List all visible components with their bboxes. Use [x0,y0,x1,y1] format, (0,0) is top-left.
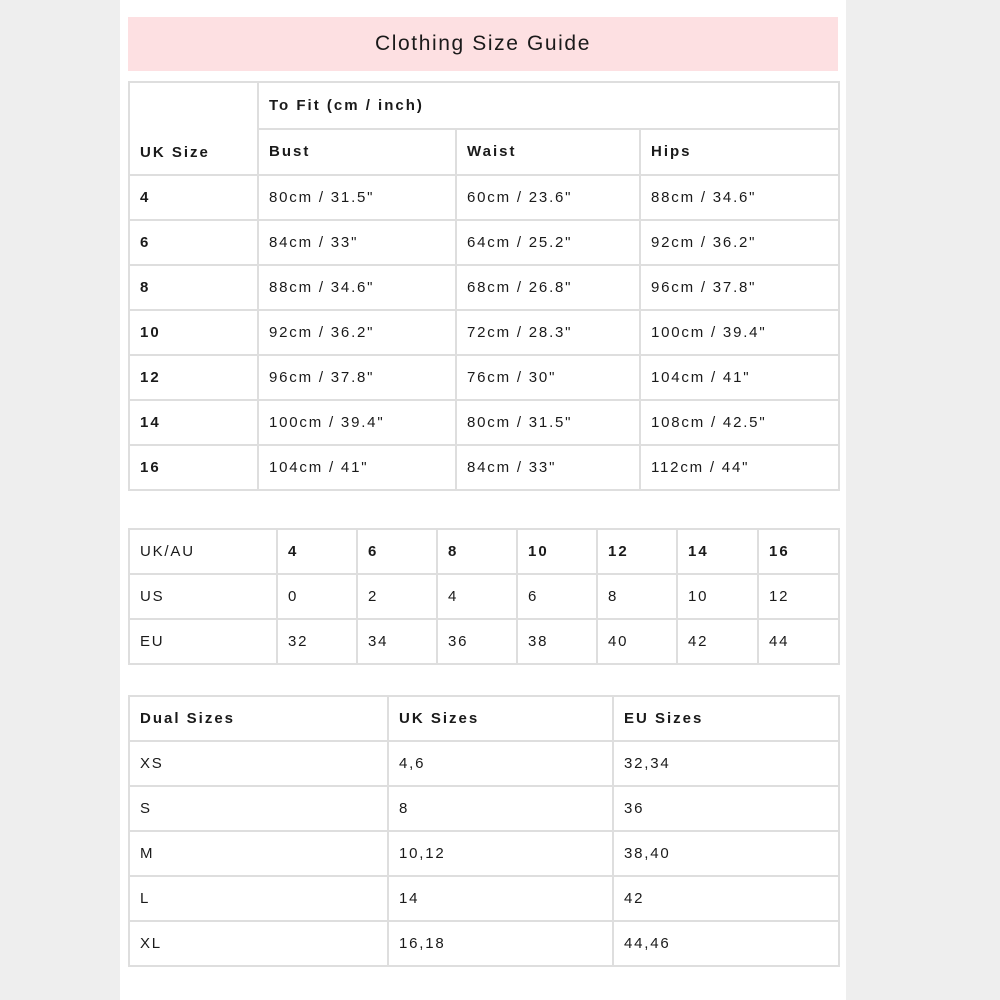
table-row [129,355,839,400]
size-value: 34 [357,619,437,664]
table-row [129,921,839,966]
size-value: 38 [517,619,597,664]
size-value: 4 [437,574,517,619]
dual-size-cell: XS [129,741,388,786]
bust-cell: 104cm / 41" [258,445,456,490]
uk-sizes-header: UK Sizes [388,696,613,741]
table-row [129,265,839,310]
size-value: 12 [597,529,677,574]
uk-size-cell: 16,18 [388,921,613,966]
region-label: UK/AU [129,529,277,574]
page-title: Clothing Size Guide [128,17,838,71]
table-row [129,831,839,876]
size-cell: 12 [129,355,258,400]
size-value: 2 [357,574,437,619]
eu-size-cell: 36 [613,786,839,831]
uk-size-cell: 4,6 [388,741,613,786]
hips-cell: 100cm / 39.4" [640,310,839,355]
table-row [129,529,839,574]
table-row [129,786,839,831]
size-cell: 10 [129,310,258,355]
hips-cell: 96cm / 37.8" [640,265,839,310]
size-cell: 14 [129,400,258,445]
eu-size-cell: 44,46 [613,921,839,966]
to-fit-header: To Fit (cm / inch) [258,82,839,129]
size-guide-page [120,0,846,1000]
size-cell: 16 [129,445,258,490]
size-value: 12 [758,574,839,619]
size-cell: 8 [129,265,258,310]
eu-size-cell: 32,34 [613,741,839,786]
eu-size-cell: 38,40 [613,831,839,876]
table-row [129,574,839,619]
size-cell: 4 [129,175,258,220]
table-header-row [129,696,839,741]
bust-header: Bust [258,129,456,176]
hips-header: Hips [640,129,839,176]
size-value: 14 [677,529,758,574]
eu-sizes-header: EU Sizes [613,696,839,741]
size-value: 4 [277,529,357,574]
waist-cell: 64cm / 25.2" [456,220,640,265]
dual-size-cell: L [129,876,388,921]
size-value: 42 [677,619,758,664]
size-value: 8 [597,574,677,619]
uk-size-header: UK Size [129,82,258,175]
size-value: 10 [677,574,758,619]
table-row [129,400,839,445]
size-value: 6 [357,529,437,574]
uk-size-cell: 8 [388,786,613,831]
size-cell: 6 [129,220,258,265]
table-row [129,220,839,265]
bust-cell: 96cm / 37.8" [258,355,456,400]
hips-cell: 108cm / 42.5" [640,400,839,445]
table-row [129,310,839,355]
bust-cell: 88cm / 34.6" [258,265,456,310]
waist-cell: 76cm / 30" [456,355,640,400]
uk-size-cell: 14 [388,876,613,921]
bust-cell: 92cm / 36.2" [258,310,456,355]
hips-cell: 88cm / 34.6" [640,175,839,220]
bust-cell: 84cm / 33" [258,220,456,265]
table-row [129,175,839,220]
size-value: 16 [758,529,839,574]
conversion-table [128,528,840,665]
bust-cell: 80cm / 31.5" [258,175,456,220]
bust-cell: 100cm / 39.4" [258,400,456,445]
waist-cell: 84cm / 33" [456,445,640,490]
table-header-row [129,82,839,129]
size-value: 8 [437,529,517,574]
hips-cell: 104cm / 41" [640,355,839,400]
size-value: 44 [758,619,839,664]
dual-sizes-header: Dual Sizes [129,696,388,741]
table-row [129,445,839,490]
size-value: 32 [277,619,357,664]
dual-size-cell: M [129,831,388,876]
table-row [129,741,839,786]
waist-cell: 72cm / 28.3" [456,310,640,355]
size-value: 36 [437,619,517,664]
size-value: 10 [517,529,597,574]
hips-cell: 112cm / 44" [640,445,839,490]
hips-cell: 92cm / 36.2" [640,220,839,265]
eu-size-cell: 42 [613,876,839,921]
size-value: 0 [277,574,357,619]
dual-sizes-table [128,695,840,967]
dual-size-cell: XL [129,921,388,966]
measurements-table [128,81,840,491]
waist-cell: 60cm / 23.6" [456,175,640,220]
table-row [129,876,839,921]
table-row [129,619,839,664]
waist-header: Waist [456,129,640,176]
size-value: 40 [597,619,677,664]
region-label: EU [129,619,277,664]
size-value: 6 [517,574,597,619]
waist-cell: 80cm / 31.5" [456,400,640,445]
dual-size-cell: S [129,786,388,831]
region-label: US [129,574,277,619]
uk-size-cell: 10,12 [388,831,613,876]
waist-cell: 68cm / 26.8" [456,265,640,310]
